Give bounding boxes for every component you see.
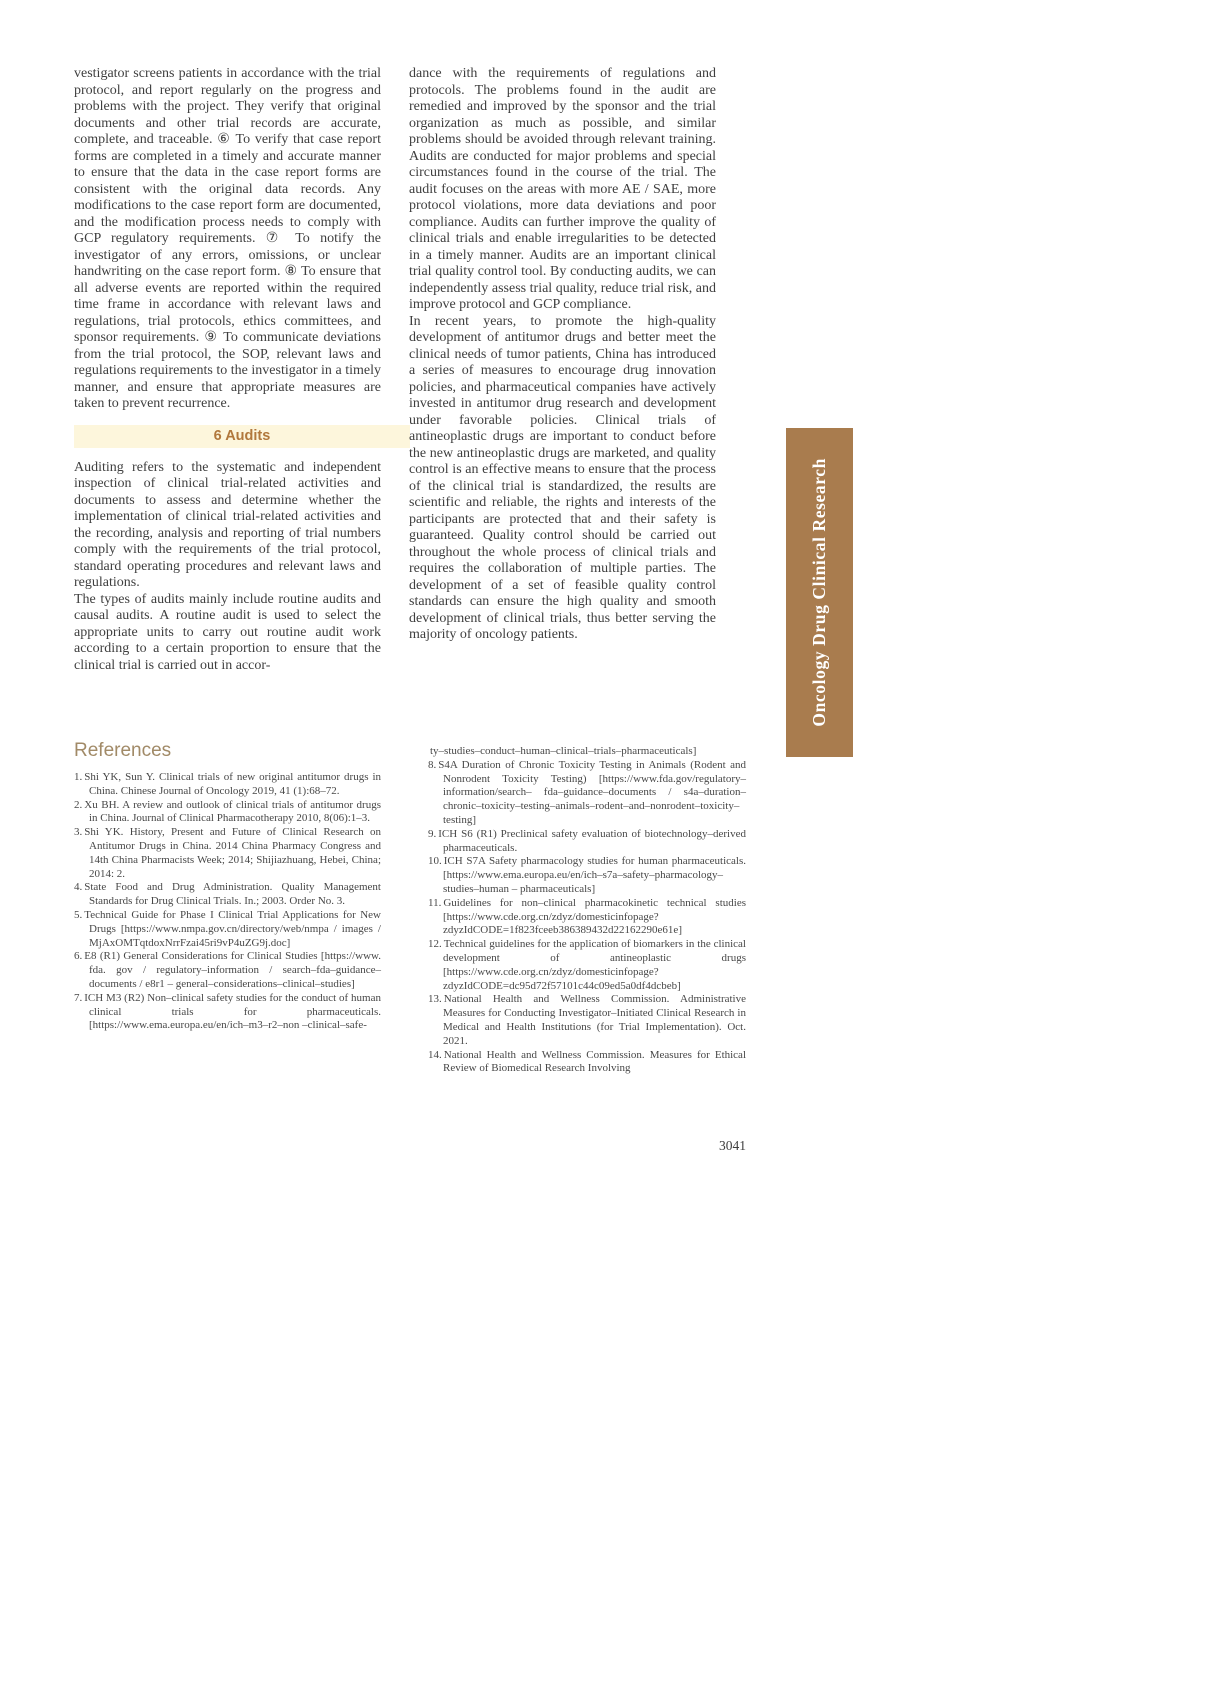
reference-item	[428, 855, 746, 896]
reference-number: 13.	[428, 993, 442, 1006]
reference-item	[74, 950, 381, 991]
body-paragraph: dance with the requirements of regulations and protocols. The problems found in the audit are remedied and improved by the sponsor and the trial organization as much as possible, and similar problems should be avoided through relevant training. Audits are conducted for major problems and special circumstances found in the course of the trial. The audit focuses on the areas with more AE / SAE, more protocol violations, more data deviations and poor compliance. Audits can further improve the quality of clinical trials and enable irregularities to be detected in a timely manner. Audits are an important clinical trial quality control tool. By conducting audits, we can independently assess trial quality, reduce trial risk, and improve protocol and GCP compliance.	[409, 66, 716, 312]
reference-item	[428, 745, 746, 759]
reference-item	[74, 992, 381, 1033]
reference-number: 10.	[428, 855, 442, 868]
reference-text: ICH S6 (R1) Preclinical safety evaluation of biotechnology–derived pharmaceuticals.	[438, 827, 746, 854]
body-paragraph: Auditing refers to the systematic and independent inspection of clinical trial-related activities and documents to assess and determine whether the implementation of clinical trial-related activities and the recording, analysis and reporting of trial numbers comply with the requirements of the trial protocol, standard operating procedures and relevant laws and regulations.	[74, 459, 381, 590]
reference-text: Shi YK, Sun Y. Clinical trials of new original antitumor drugs in China. Chinese Journal of Oncology 2019, 41 (1):68–72.	[84, 771, 381, 797]
reference-item	[428, 828, 746, 856]
reference-text: Technical Guide for Phase I Clinical Trial Applications for New Drugs [https://www.nmpa.gov.cn/directory/web/nmpa / images / MjAxOMTqtdoxNrrFzai45ri9vP4uZG9j.doc]	[84, 908, 381, 949]
reference-item	[428, 1049, 746, 1077]
body-columns	[74, 66, 716, 674]
reference-text: Xu BH. A review and outlook of clinical trials of antitumor drugs in China. Journal of Clinical Pharmacotherapy 2010, 8(06):1–3.	[84, 798, 381, 825]
reference-number: 8.	[428, 758, 437, 771]
references-heading: References	[74, 740, 172, 761]
reference-text: National Health and Wellness Commission. Measures for Ethical Review of Biomedical Research Involving	[443, 1048, 746, 1075]
reference-item	[428, 897, 746, 938]
reference-item	[74, 881, 381, 909]
reference-text: ICH M3 (R2) Non–clinical safety studies for the conduct of human clinical trials for pharmaceuticals. [https://www.ema.europa.eu/en/ich–m3–r2–non –clinical–safe-	[84, 991, 381, 1032]
reference-text: Guidelines for non–clinical pharmacokinetic technical studies [https://www.cde.org.cn/zdyz/domesticinfopage?zdyzIdCODE=1f823fceeb386389432d22162290e61e]	[443, 896, 746, 937]
reference-item	[428, 993, 746, 1048]
references-column-left	[74, 740, 381, 1033]
page-number: 3041	[719, 1138, 746, 1153]
vertical-tab-label: Oncology Drug Clinical Research	[809, 458, 829, 727]
body-column-right	[409, 66, 716, 674]
reference-text: ICH S7A Safety pharmacology studies for human pharmaceuticals. [https://www.ema.europa.eu/en/ich–s7a–safety–pharmacology–studies–human – pharmaceuticals]	[443, 855, 746, 895]
reference-number: 6.	[74, 950, 83, 963]
reference-number: 9.	[428, 827, 437, 840]
reference-item	[428, 938, 746, 993]
body-paragraph: vestigator screens patients in accordance with the trial protocol, and report regularly on the progress and problems with the project. They verify that original documents and other trial records are accurate, complete, and traceable. ⑥ To verify that case report forms are completed in a timely and accurate manner to ensure that the data in the case report forms are consistent with the original data records. Any modifications to the case report form are documented, and the modification process needs to comply with GCP regulatory requirements. ⑦ To notify the investigator of any errors, omissions, or unclear handwriting on the case report form. ⑧ To ensure that all adverse events are reported within the required time frame in accordance with relevant laws and regulations, trial protocols, ethics committees, and sponsor requirements. ⑨ To communicate deviations from the trial protocol, the SOP, relevant laws and regulations requirements to the investigator in a timely manner, and ensure that appropriate measures are taken to prevent recurrence.	[74, 66, 381, 411]
references-column-right	[428, 745, 746, 1076]
reference-number: 3.	[74, 826, 83, 839]
reference-text: State Food and Drug Administration. Quality Management Standards for Drug Clinical Trials. In.; 2003. Order No. 3.	[84, 881, 381, 908]
reference-item	[74, 771, 381, 799]
body-paragraph: In recent years, to promote the high-quality development of antitumor drugs and better meet the clinical needs of tumor patients, China has introduced a series of measures to encourage drug innovation policies, and pharmaceutical companies have actively invested in antitumor drug research and development under favorable policies. Clinical trials of antineoplastic drugs are important to conduct before the new antineoplastic drugs are marketed, and quality control is an effective means to ensure that the process of the clinical trial is standardized, the results are scientific and reliable, the rights and interests of the participants are protected that and their safety is guaranteed. Quality control should be carried out throughout the whole process of clinical trials and requires the collaboration of multiple parties. The development of a set of feasible quality control standards can ensure the high quality and smooth development of clinical trials, thus better serving the majority of oncology patients.	[409, 313, 716, 642]
reference-number: 14.	[428, 1048, 442, 1061]
reference-number: 2.	[74, 798, 83, 811]
reference-text: Technical guidelines for the application of biomarkers in the clinical development of antineoplastic drugs [https://www.cde.org.cn/zdyz/domesticinfopage?zdyzIdCODE=dc95d72f57101c44c09ed5a0df4dcbeb]	[443, 938, 746, 992]
reference-item	[74, 909, 381, 950]
body-paragraph: The types of audits mainly include routine audits and causal audits. A routine audit is used to select the appropriate units to carry out routine audit work according to a certain proportion to ensure that the clinical trial is carried out in accor-	[74, 591, 381, 673]
reference-text: ty–studies–conduct–human–clinical–trials–pharmaceuticals]	[430, 745, 697, 757]
reference-text: National Health and Wellness Commission. Administrative Measures for Conducting Investigator–Initiated Clinical Research in Medical and Health Institutions (for Trial Implementation). Oct. 2021.	[443, 993, 746, 1047]
sidebar-tab	[786, 428, 853, 757]
reference-number: 5.	[74, 908, 83, 921]
section-heading-audits: 6 Audits	[74, 425, 410, 448]
reference-item	[74, 799, 381, 827]
reference-text: S4A Duration of Chronic Toxicity Testing in Animals (Rodent and Nonrodent Toxicity Testing) [https://www.fda.gov/regulatory–information/search– fda–guidance–documents / s4a–duration–chronic–toxicity–testing–animals–rodent–and–nonrodent–toxicity–testing]	[438, 758, 746, 826]
reference-text: E8 (R1) General Considerations for Clinical Studies [https://www. fda. gov / regulatory–information / search–fda–guidance–documents / e8r1 – general–considerations–clinical–studies]	[84, 950, 381, 990]
reference-number: 7.	[74, 991, 83, 1004]
reference-number: 12.	[428, 938, 442, 951]
reference-number: 11.	[428, 896, 442, 909]
reference-number: 4.	[74, 881, 83, 894]
reference-item	[74, 826, 381, 881]
reference-text: Shi YK. History, Present and Future of Clinical Research on Antitumor Drugs in China. 2014 China Pharmacy Congress and 14th China Pharmacists Week; 2014; Shijiazhuang, Hebei, China; 2014: 2.	[84, 826, 381, 880]
reference-number: 1.	[74, 771, 83, 783]
body-column-left	[74, 66, 381, 674]
reference-item	[428, 759, 746, 828]
